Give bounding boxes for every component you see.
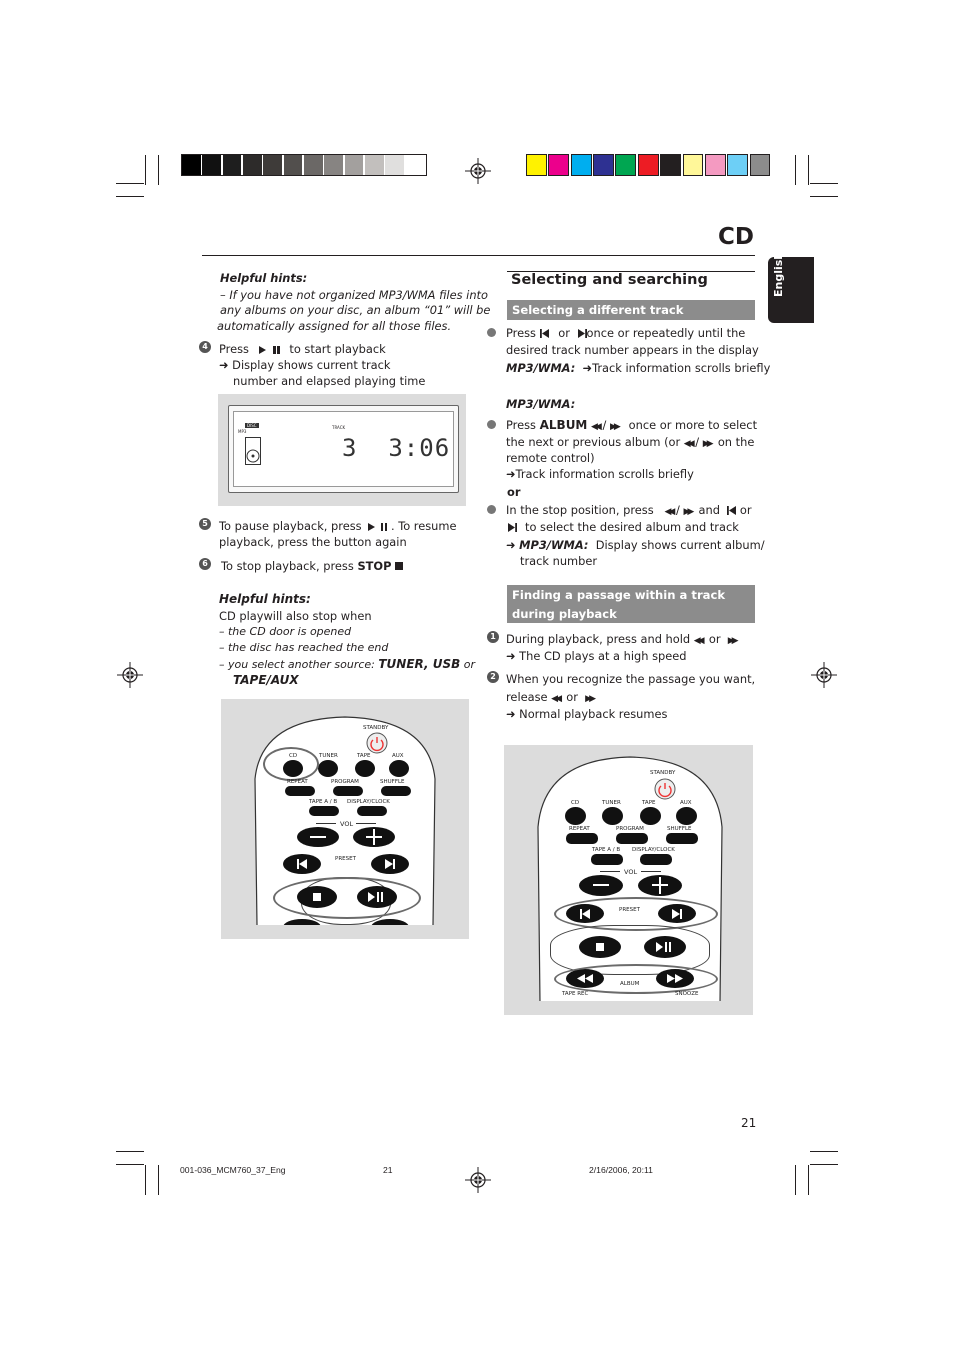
vol-line <box>641 871 661 872</box>
gray-swatch <box>263 155 282 175</box>
b2-line: Press ALBUM ◀◀ / ▶▶ once or more to select <box>506 418 758 432</box>
skip-next-icon <box>508 523 517 532</box>
shuffle-button[interactable] <box>381 786 411 796</box>
album-label: ALBUM <box>620 981 640 987</box>
step-number: 1 <box>487 631 499 643</box>
rewind-icon: ◀◀ <box>551 694 560 704</box>
gray-swatch <box>385 155 404 175</box>
pause-icon <box>381 523 384 531</box>
step5-line: To pause playback, press . To resume <box>219 519 457 533</box>
bullet <box>487 505 496 514</box>
s1-line: During playback, press and hold ◀◀ or ▶▶ <box>506 632 736 646</box>
gray-swatch <box>202 155 221 175</box>
step4-result: ➜ Display shows current track <box>219 358 391 372</box>
fast-forward-icon: ▶▶ <box>727 636 736 646</box>
rewind-icon: ◀◀ <box>664 507 673 517</box>
gray-swatch <box>284 155 303 175</box>
tapeab-button[interactable] <box>591 854 623 865</box>
skip-next-icon <box>578 329 587 338</box>
vol-down-button[interactable] <box>297 827 339 847</box>
step4-press: Press <box>219 342 249 356</box>
arrow-icon: ➜ <box>506 649 520 663</box>
aux-button[interactable] <box>676 807 697 825</box>
preset-label: PRESET <box>335 856 356 862</box>
stop-icon <box>596 943 604 951</box>
stop-play-highlight <box>273 877 421 919</box>
tape-button[interactable] <box>640 807 661 825</box>
tapeab-label: TAPE A / B <box>309 799 338 805</box>
step4-result-l2: number and elapsed playing time <box>233 374 426 388</box>
mp3-wma-title: MP3/WMA: <box>506 397 576 411</box>
fast-forward-icon: ▶▶ <box>702 439 711 449</box>
arrow-icon: ➜ <box>506 538 520 552</box>
vol-label: VOL <box>624 868 638 876</box>
preset-label: PRESET <box>619 907 640 913</box>
minus-icon <box>310 836 326 838</box>
or-label: or <box>507 485 521 499</box>
registration-mark-icon <box>811 662 837 688</box>
color-swatch <box>750 154 771 176</box>
b3-l2: to select the desired album and track <box>508 519 739 535</box>
program-label: PROGRAM <box>331 779 359 785</box>
color-swatch <box>548 154 569 176</box>
remote-image-2 <box>504 745 753 1015</box>
gray-swatch <box>304 155 323 175</box>
step-number: 4 <box>199 341 211 353</box>
step6-line: To stop playback, press STOP <box>221 558 403 574</box>
language-tab-label: English <box>772 251 785 297</box>
skip-prev-icon <box>295 859 309 869</box>
tapeab-label: TAPE A / B <box>592 847 621 853</box>
footer-file: 001-036_MCM760_37_Eng <box>180 1165 286 1175</box>
color-swatch <box>705 154 726 176</box>
display-clock-button[interactable] <box>357 806 387 816</box>
b1-line: Press or once or repeatedly until the <box>506 326 746 340</box>
skip-prev-icon <box>540 329 549 338</box>
fast-forward-icon: ▶▶ <box>683 507 692 517</box>
panel-cover <box>504 1001 753 1015</box>
footer-page: 21 <box>383 1165 393 1175</box>
hints-intro: CD playwill also stop when <box>219 609 372 623</box>
hint-line: automatically assigned for all those files. <box>217 319 452 333</box>
gray-swatch <box>365 155 384 175</box>
b2-l3: remote control) <box>506 451 595 465</box>
color-swatch <box>638 154 659 176</box>
b3-l4: track number <box>520 554 598 568</box>
tuner-button[interactable] <box>318 760 338 777</box>
page-number: 21 <box>741 1116 757 1130</box>
aux-label: AUX <box>392 753 404 759</box>
tuner-label: TUNER <box>602 800 621 806</box>
stop-button[interactable] <box>579 936 621 958</box>
prev-button[interactable] <box>283 854 321 874</box>
hint-item: – the CD door is opened <box>219 625 352 638</box>
language-tab <box>768 251 814 323</box>
shuffle-label: SHUFFLE <box>380 779 405 785</box>
step-number: 2 <box>487 671 499 683</box>
display-panel <box>218 394 466 506</box>
vol-line <box>356 823 376 824</box>
tape-button[interactable] <box>355 760 375 777</box>
lcd-inner <box>233 411 454 487</box>
rewind-icon: ◀◀ <box>683 439 692 449</box>
play-pause-icon <box>655 942 675 952</box>
hint-line: – If you have not organized MP3/WMA files into <box>220 288 488 302</box>
fast-forward-icon: ▶▶ <box>609 422 618 432</box>
heading-rule <box>507 271 755 272</box>
rewind-icon: ◀◀ <box>693 636 702 646</box>
aux-label: AUX <box>680 800 692 806</box>
play-icon <box>259 346 266 354</box>
helpful-hints-title: Helpful hints: <box>220 271 308 285</box>
b3-line: In the stop position, press ◀◀ / ▶▶ and or <box>506 503 752 517</box>
stop-icon <box>395 562 403 570</box>
display-clock-label: DISPLAY/CLOCK <box>632 847 675 853</box>
stop-label: STOP <box>357 559 392 573</box>
gray-swatch-bar <box>181 154 427 176</box>
power-icon <box>654 778 676 800</box>
b2-l2: the next or previous album (or ◀◀ / ▶▶ on the <box>506 435 755 449</box>
s2-l2: release ◀◀ or ▶▶ <box>506 690 594 704</box>
vol-line <box>600 871 620 872</box>
lcd-digits: 3 3:06 <box>342 434 451 462</box>
step-number: 5 <box>199 518 211 530</box>
s2-l1: When you recognize the passage you want, <box>506 672 756 686</box>
tape-label: TAPE <box>357 753 371 759</box>
skip-next-icon <box>383 859 397 869</box>
shuffle-label: SHUFFLE <box>667 826 692 832</box>
arrow-icon: ➜ <box>506 467 516 481</box>
minus-icon <box>593 884 609 886</box>
disc-icon <box>245 437 261 465</box>
step-number: 6 <box>199 558 211 570</box>
section-heading: Selecting and searching <box>511 272 708 288</box>
rewind-icon: ◀◀ <box>591 422 599 432</box>
gray-swatch <box>182 155 201 175</box>
repeat-button[interactable] <box>285 786 315 796</box>
hint-item-cont: TAPE/AUX <box>233 673 299 687</box>
panel-cover <box>221 925 469 939</box>
vol-down-button[interactable] <box>579 875 623 896</box>
header-rule <box>202 255 755 256</box>
b3-mp3: ➜ MP3/WMA: Display shows current album/ <box>506 538 765 552</box>
gray-swatch <box>223 155 242 175</box>
repeat-label: REPEAT <box>569 826 590 832</box>
remote-image-1 <box>221 699 469 939</box>
play-icon <box>368 523 375 531</box>
power-icon <box>366 732 388 754</box>
lcd-frame <box>228 405 459 493</box>
tuner-label: TUNER <box>319 753 338 759</box>
b1-l2: desired track number appears in the display <box>506 343 759 357</box>
tape-rec-label: TAPE REC <box>562 991 589 997</box>
hint-item: – the disc has reached the end <box>219 641 389 654</box>
color-swatch <box>593 154 614 176</box>
shuffle-button[interactable] <box>666 833 698 844</box>
step5-l2: playback, press the button again <box>219 535 407 549</box>
skip-prev-icon <box>727 506 736 515</box>
standby-label: STANDBY <box>650 770 676 776</box>
gray-swatch <box>406 155 425 175</box>
cd-label: CD <box>289 753 298 759</box>
disc-label: DISC <box>247 423 257 428</box>
registration-mark-icon <box>465 1167 491 1193</box>
s1-result: ➜ The CD plays at a high speed <box>506 649 687 663</box>
color-swatch-bar <box>526 154 772 176</box>
color-swatch <box>526 154 547 176</box>
vol-line <box>316 823 336 824</box>
registration-mark-icon <box>465 158 491 184</box>
gray-swatch <box>324 155 343 175</box>
cd-label: CD <box>571 800 580 806</box>
subheading-bar: Selecting a different track <box>507 300 755 320</box>
program-label: PROGRAM <box>616 826 644 832</box>
s2-result: ➜ Normal playback resumes <box>506 707 668 721</box>
tapeab-button[interactable] <box>309 806 339 816</box>
footer-date: 2/16/2006, 20:11 <box>589 1165 653 1175</box>
arrow-icon: ➜ <box>578 361 593 375</box>
program-button[interactable] <box>333 786 363 796</box>
step4-line <box>219 341 386 357</box>
pause-icon <box>273 346 276 354</box>
mp3-label: MP3 <box>238 429 247 434</box>
standby-label: STANDBY <box>363 725 389 731</box>
arrow-icon: ➜ <box>219 358 233 372</box>
color-swatch <box>615 154 636 176</box>
bullet <box>487 328 496 337</box>
b1-mp3: MP3/WMA: ➜Track information scrolls briefly <box>506 361 771 375</box>
repeat-button[interactable] <box>566 833 598 844</box>
color-swatch <box>683 154 704 176</box>
play-pause-button[interactable] <box>644 936 686 958</box>
hint-line: any albums on your disc, an album “01” will be <box>220 303 491 317</box>
track-label: TRACK <box>332 425 346 430</box>
step4-rest: to start playback <box>289 342 386 356</box>
color-swatch <box>727 154 748 176</box>
registration-mark-icon <box>117 662 143 688</box>
gray-swatch <box>243 155 262 175</box>
gray-swatch <box>345 155 364 175</box>
section-title: CD <box>718 224 754 250</box>
album-highlight <box>554 964 718 994</box>
vol-up-button[interactable] <box>353 827 395 847</box>
repeat-label: REPEAT <box>287 779 308 785</box>
aux-button[interactable] <box>389 760 409 777</box>
b2-l4: ➜Track information scrolls briefly <box>506 467 694 481</box>
display-clock-button[interactable] <box>640 854 672 865</box>
bullet <box>487 420 496 429</box>
next-button[interactable] <box>371 854 409 874</box>
vol-label: VOL <box>340 820 354 828</box>
arrow-icon: ➜ <box>506 707 520 721</box>
vol-up-button[interactable] <box>638 875 682 896</box>
tuner-button[interactable] <box>602 807 623 825</box>
cd-button[interactable] <box>565 807 586 825</box>
hint-item: – you select another source: TUNER, USB or <box>219 657 476 671</box>
tape-label: TAPE <box>642 800 656 806</box>
cd-highlight <box>263 747 319 781</box>
helpful-hints-title: Helpful hints: <box>219 592 311 606</box>
subheading-bar: Finding a passage within a track during playback <box>507 585 755 623</box>
fast-forward-icon: ▶▶ <box>585 694 594 704</box>
display-clock-label: DISPLAY/CLOCK <box>347 799 390 805</box>
program-button[interactable] <box>616 833 648 844</box>
color-swatch <box>571 154 592 176</box>
snooze-label: SNOOZE <box>675 991 699 997</box>
color-swatch <box>660 154 681 176</box>
